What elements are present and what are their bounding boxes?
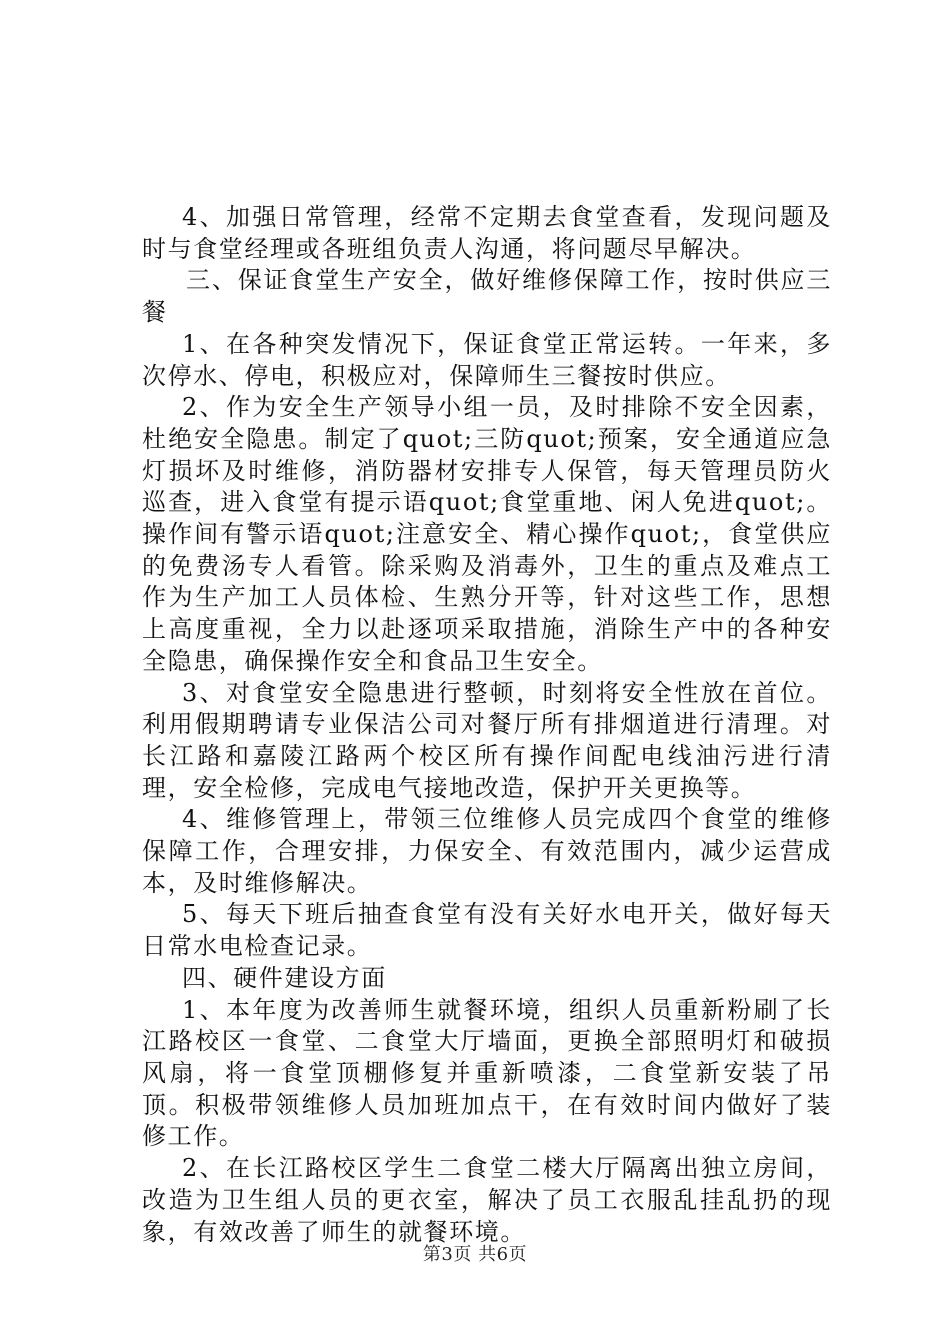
page-number: 第3页 共6页 — [422, 1244, 528, 1265]
paragraph-item-3-hazard-rectification: 3、对食堂安全隐患进行整顿，时刻将安全性放在首位。利用假期聘请专业保洁公司对餐厅所有排烟道进行清理。对长江路和嘉陵江路两个校区所有操作间配电线油污进行清理，安全检修，完成电气接地改造，保护开关更换等。 — [142, 678, 832, 802]
section-heading-3-safety: 三、保证食堂生产安全，做好维修保障工作，按时供应三餐 — [142, 266, 832, 327]
paragraph-item-5-inspection: 5、每天下班后抽查食堂有没有关好水电开关，做好每天日常水电检查记录。 — [142, 900, 832, 961]
paragraph-item-1-renovation: 1、本年度为改善师生就餐环境，组织人员重新粉刷了长江路校区一食堂、二食堂大厅墙面，更换全部照明灯和破损风扇，将一食堂顶棚修复并重新喷漆，二食堂新安装了吊顶。积极带领维修人员加班加点干，在有效时间内做好了装修工作。 — [142, 995, 832, 1151]
document-body — [142, 202, 832, 1248]
paragraph-item-1-emergency: 1、在各种突发情况下，保证食堂正常运转。一年来，多次停水、停电，积极应对，保障师生三餐按时供应。 — [142, 329, 832, 390]
paragraph-item-2-locker-room: 2、在长江路校区学生二食堂二楼大厅隔离出独立房间，改造为卫生组人员的更衣室，解决了员工衣服乱挂乱扔的现象，有效改善了师生的就餐环境。 — [142, 1154, 832, 1246]
paragraph-item-4-maintenance: 4、维修管理上，带领三位维修人员完成四个食堂的维修保障工作，合理安排，力保安全、有效范围内，减少运营成本，及时维修解决。 — [142, 805, 832, 897]
section-heading-4-hardware: 四、硬件建设方面 — [182, 963, 387, 992]
paragraph-item-2-safety-group: 2、作为安全生产领导小组一员，及时排除不安全因素，杜绝安全隐患。制定了quot;三防quot;预案，安全通道应急灯损坏及时维修，消防器材安排专人保管，每天管理员防火巡查，进入食堂有提示语quot;食堂重地、闲人免进quot;。操作间有警示语quot;注意安全、精心操作quot;，食堂供应的免费汤专人看管。除采购及消毒外，卫生的重点及难点工作为生产加工人员体检、生熟分开等，针对这些工作，思想上高度重视，全力以赴逐项采取措施，消除生产中的各种安全隐患，确保操作安全和食品卫生安全。 — [142, 393, 832, 675]
paragraph-item-4-management: 4、加强日常管理，经常不定期去食堂查看，发现问题及时与食堂经理或各班组负责人沟通，将问题尽早解决。 — [142, 203, 832, 263]
